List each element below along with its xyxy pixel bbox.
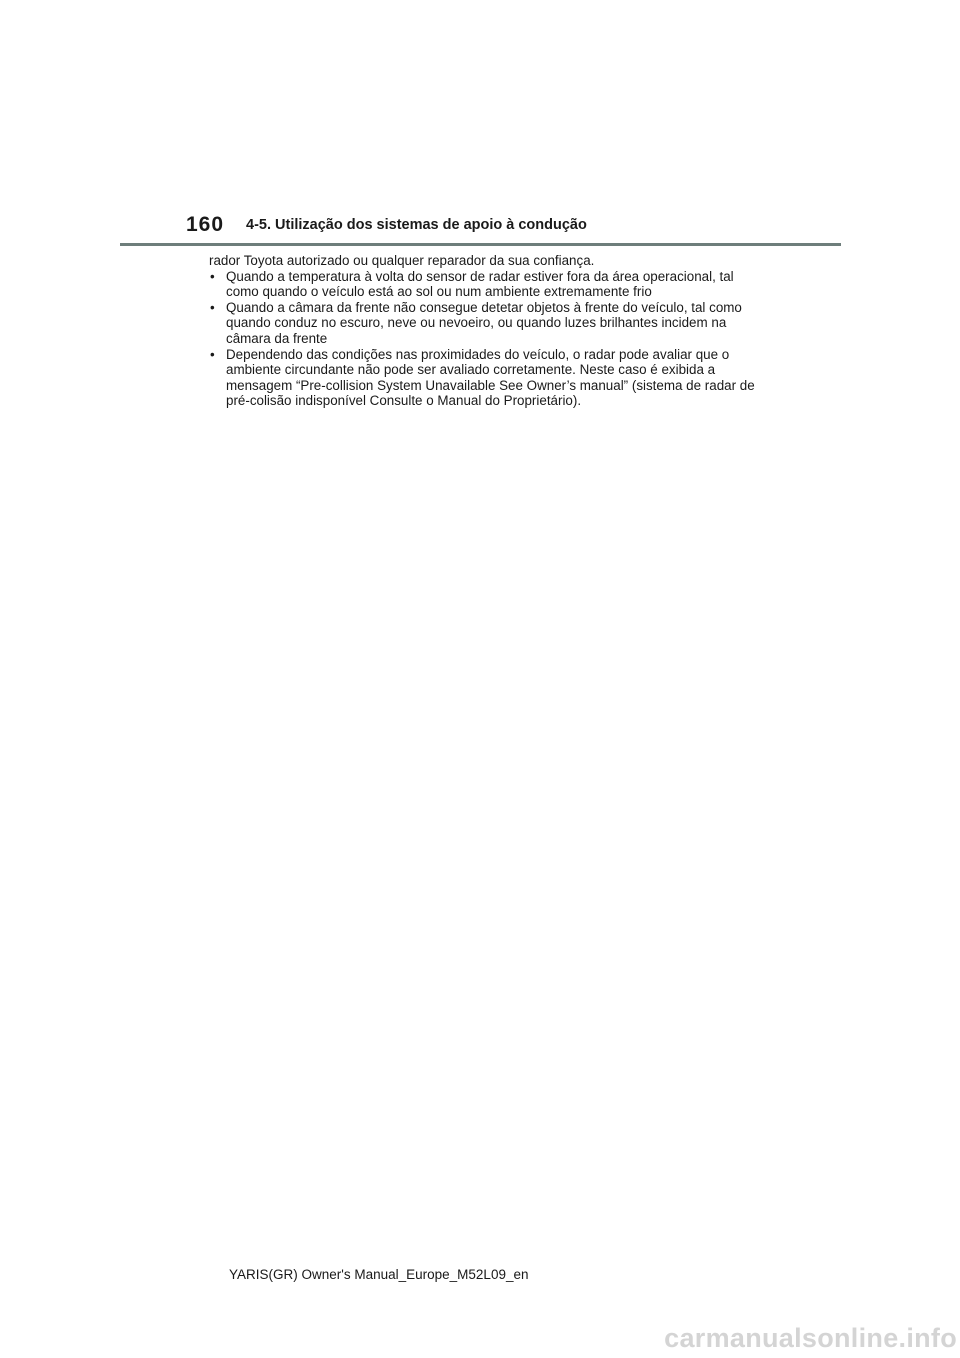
page-number: 160 [186, 213, 225, 236]
bullet-icon: • [210, 268, 215, 284]
section-title: 4-5. Utilização dos sistemas de apoio à condução [246, 217, 587, 233]
list-item-text: Dependendo das condições nas proximidades do veículo, o radar pode avaliar que o ambiente circundante não pode ser avaliado corretamente. Neste caso é exibida a mensagem “Pre-collision System Unavailable See Owner’s manual” (sistema de radar de pré-colisão indisponível Consulte o Manual do Proprietário). [226, 346, 755, 409]
watermark: carmanualsonline.info [664, 1323, 957, 1353]
body-text [209, 253, 769, 409]
bullet-list [209, 269, 769, 409]
footer-manual-id: YARIS(GR) Owner's Manual_Europe_M52L09_en [229, 1267, 529, 1282]
bullet-icon: • [210, 299, 215, 315]
header-divider [120, 243, 841, 246]
list-item [209, 347, 769, 409]
list-item-text: Quando a câmara da frente não consegue detetar objetos à frente do veículo, tal como quando conduz no escuro, neve ou nevoeiro, ou quando luzes brilhantes incidem na câmara da frente [226, 299, 742, 346]
continuation-paragraph: rador Toyota autorizado ou qualquer reparador da sua confiança. [209, 253, 595, 268]
list-item-text: Quando a temperatura à volta do sensor de radar estiver fora da área operacional, tal como quando o veículo está ao sol ou num ambiente extremamente frio [226, 268, 734, 300]
list-item [209, 300, 769, 347]
bullet-icon: • [210, 346, 215, 362]
list-item [209, 269, 769, 300]
